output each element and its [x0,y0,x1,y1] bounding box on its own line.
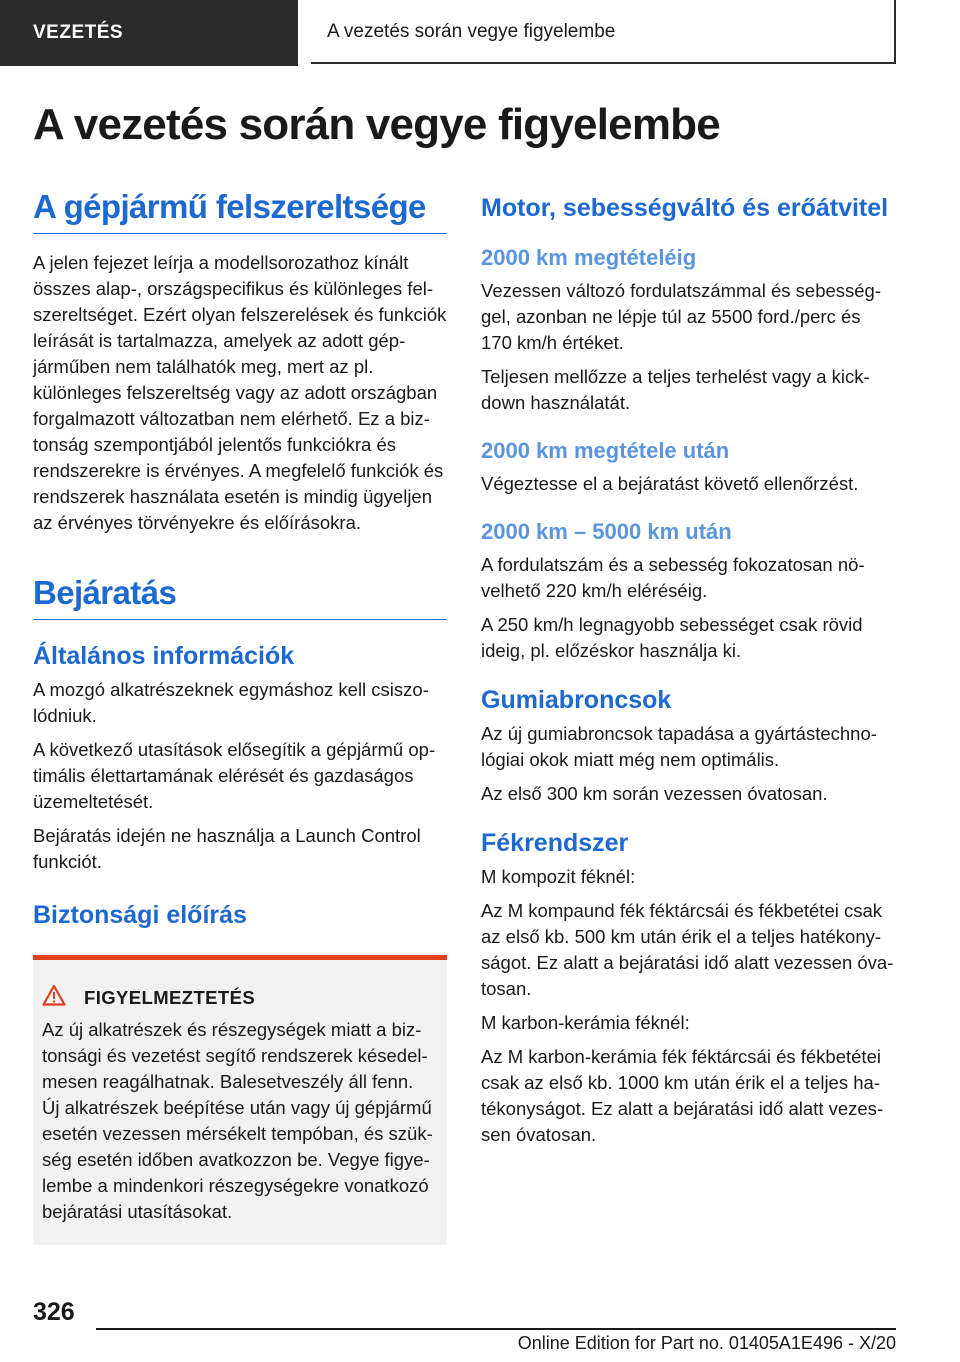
equipment-text: A jelen fejezet leírja a modellsorozathoz kínált összes alap-, országspecifikus és különleges felszereltséget. Ezért olyan felszerelések és funkciók leírását is tartalmazza, amelyek az adott gépjárműben nem találhatók meg, mert az pl. különleges felszereltség vagy az adott országban forgalmazott változatban nem elérhető. Ez a biztonság szempontjából jelentős funkciókra és rendszerekre is érvényes. A megfelelő funkciók és rendszerek használata esetén is mindig ügyeljen az érvényes törvényekre és előírásokra. [33,252,447,533]
heading-breakin: Bejáratás [33,571,447,620]
range-2000-5000km-text-1: A fordulatszám és a sebesség fokozatosan növelhető 220 km/h eléréséig. [481,554,865,601]
after-2000km-text: Végeztesse el a bejáratást követő ellenőrzést. [481,473,859,494]
left-column [33,185,447,1245]
footer-edition: Online Edition for Part no. 01405A1E496 - X/20 [517,1333,896,1353]
page-header [0,0,960,66]
header-topic: A vezetés során vegye figyelembe [311,0,896,64]
header-chapter: VEZETÉS [0,0,298,66]
brakes-text-2: Az M kompaund fék féktárcsái és fékbetétei csak az első kb. 500 km után érik el a teljes hatékonyságot. Ez alatt a bejáratási idő alatt vezessen óvatosan. [481,900,894,999]
brakes-text-3: M karbon-kerámia féknél: [481,1012,690,1033]
warning-header [42,984,433,1011]
heading-safety: Biztonsági előírás [33,901,247,929]
warning-box [33,955,447,1245]
heading-tires: Gumiabroncsok [481,686,672,714]
brakes-text-1: M kompozit féknél: [481,866,636,887]
heading-equipment: A gépjármű felszereltsége [33,185,447,234]
footer-divider [96,1328,896,1330]
heading-first-2000km: 2000 km megtételéig [481,245,697,270]
page-title: A vezetés során vegye figyelembe [33,100,720,149]
heading-brakes: Fékrendszer [481,829,629,857]
tires-text-2: Az első 300 km során vezessen óvatosan. [481,783,828,804]
heading-after-2000km: 2000 km megtétele után [481,438,730,463]
heading-engine: Motor, sebességváltó és erőátvitel [481,194,889,222]
tires-text-1: Az új gumiabroncsok tapadása a gyártástechnológiai okok miatt még nem optimális. [481,723,877,770]
range-2000-5000km-text-2: A 250 km/h legnagyobb sebességet csak rövid ideig, pl. előzéskor használja ki. [481,614,863,661]
general-text-3: Bejáratás idején ne használja a Launch Control funkciót. [33,825,421,872]
heading-general-info: Általános információk [33,642,295,670]
brakes-text-4: Az M karbon-kerámia fék féktárcsái és fékbetétei csak az első kb. 1000 km után érik el a teljes hatékonyságot. Ez alatt a bejáratási idő alatt vezessen óvatosan. [481,1046,884,1145]
general-text-2: A következő utasítások elősegítik a gépjármű optimális élettartamának elérését és gazdaságos üzemeltetését. [33,739,436,812]
general-text-1: A mozgó alkatrészeknek egymáshoz kell csiszolódniuk. [33,679,429,726]
right-column [481,193,896,1148]
heading-2000-5000km: 2000 km – 5000 km után [481,519,732,544]
first-2000km-text-2: Teljesen mellőzze a teljes terhelést vagy a kickdown használatát. [481,366,870,413]
first-2000km-text-1: Vezessen változó fordulatszámmal és sebességgel, azonban ne lépje túl az 5500 ford./perc és 170 km/h értéket. [481,280,882,353]
warning-triangle-icon [42,984,66,1011]
warning-title: FIGYELMEZTETÉS [84,986,256,1008]
page-number: 326 [33,1298,75,1326]
warning-text: Az új alkatrészek és részegységek miatt a biztonsági és vezetést segítő rendszerek késedelmesen reagálhatnak. Balesetveszély áll fenn. Új alkatrészek beépítése után vagy új gépjármű esetén vezessen mérsékelt tempóban, és szükség esetén időben avatkozzon be. Vegye figyelembe a mindenkori részegységekre vonatkozó bejáratási utasításokat. [42,1019,433,1222]
